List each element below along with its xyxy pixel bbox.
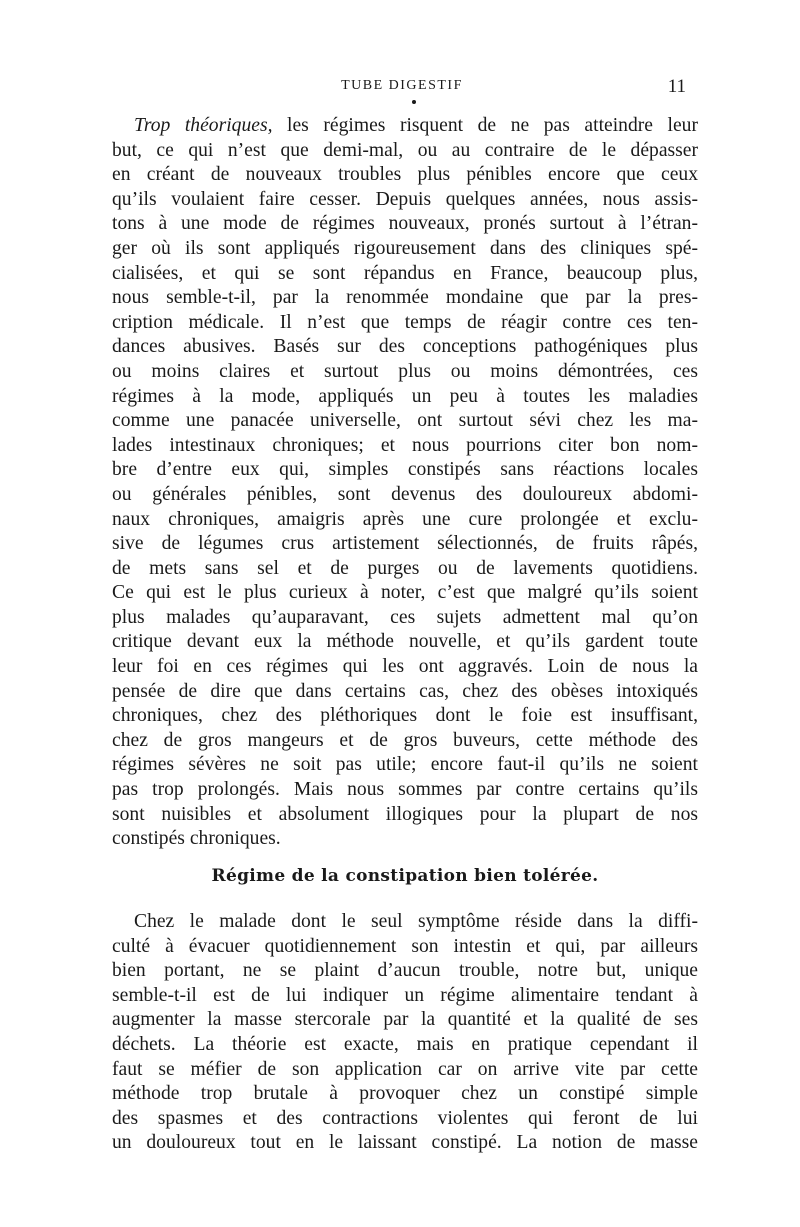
text-line: ger où ils sont appliqués rigoureusement dans des cliniques spé- — [112, 237, 698, 259]
text-line: dances abusives. Basés sur des conceptions pathogéniques plus — [112, 336, 698, 358]
text-line: plus malades qu’auparavant, ces sujets admettent mal qu’on — [112, 606, 698, 628]
text-line: but, ce qui n’est que demi-mal, ou au contraire de le dépasser — [112, 139, 698, 161]
text-line: bien portant, ne se plaint d’aucun trouble, notre but, unique — [112, 960, 698, 982]
text-line: cription médicale. Il n’est que temps de réagir contre ces ten- — [112, 311, 698, 333]
text-line: sive de légumes crus artistement sélectionnés, de fruits râpés, — [112, 533, 698, 555]
text-line: faut se méfier de son application car on arrive vite par cette — [112, 1058, 698, 1080]
text-line: critique devant eux la méthode nouvelle, et qu’ils gardent toute — [112, 631, 698, 653]
paragraph-2 — [112, 910, 698, 1156]
italic-lead: Trop théoriques, — [134, 115, 273, 136]
text-line: régimes à la mode, appliqués un peu à toutes les maladies — [112, 385, 698, 407]
text-line: de mets sans sel et de purges ou de lavements quotidiens. — [112, 557, 698, 579]
paragraph-1 — [112, 114, 698, 852]
text-line: semble-t-il est de lui indiquer un régime alimentaire tendant à — [112, 984, 698, 1006]
text-line — [112, 114, 698, 139]
printer-dot-mark — [412, 100, 416, 104]
text-line-rest: les régimes risquent de ne pas atteindre leur — [272, 115, 698, 136]
section-heading: Régime de la constipation bien tolérée. — [211, 866, 599, 886]
text-line: naux chroniques, amaigris après une cure prolongée et exclu- — [112, 508, 698, 530]
text-line: sont nuisibles et absolument illogiques pour la plupart de nos — [112, 803, 698, 825]
running-head — [112, 76, 692, 100]
text-line: en créant de nouveaux troubles plus pénibles encore que ceux — [112, 164, 698, 186]
text-line: chroniques, chez des pléthoriques dont le foie est insuffisant, — [112, 705, 698, 727]
text-line: régimes sévères ne soit pas utile; encore faut-il qu’ils ne soient — [112, 754, 698, 776]
running-title: TUBE DIGESTIF — [341, 78, 463, 93]
text-line: ou générales pénibles, sont devenus des douloureux abdomi- — [112, 483, 698, 505]
text-line: Ce qui est le plus curieux à noter, c’est que malgré qu’ils soient — [112, 582, 698, 604]
text-line: méthode trop brutale à provoquer chez un constipé simple — [112, 1083, 698, 1105]
text-line: pensée de dire que dans certains cas, chez des obèses intoxiqués — [112, 680, 698, 702]
text-line: qu’ils voulaient faire cesser. Depuis quelques années, nous assis- — [112, 188, 698, 210]
text-line: ou moins claires et surtout plus ou moins démontrées, ces — [112, 360, 698, 382]
text-line: déchets. La théorie est exacte, mais en pratique cependant il — [112, 1033, 698, 1055]
text-line: comme une panacée universelle, ont surtout sévi chez les ma- — [112, 410, 698, 432]
text-line: cialisées, et qui se sont répandus en France, beaucoup plus, — [112, 262, 698, 284]
text-line: nous semble-t-il, par la renommée mondaine que par la pres- — [112, 287, 698, 309]
text-line: leur foi en ces régimes qui les ont aggravés. Loin de nous la — [112, 656, 698, 678]
text-line: chez de gros mangeurs et de gros buveurs, cette méthode des — [112, 729, 698, 751]
text-line: un douloureux tout en le laissant constipé. La notion de masse — [112, 1132, 698, 1154]
text-line: Chez le malade dont le seul symptôme réside dans la diffi- — [134, 911, 698, 932]
text-line: pas trop prolongés. Mais nous sommes par contre certains qu’ils — [112, 779, 698, 801]
text-line: bre d’entre eux qui, simples constipés sans réactions locales — [112, 459, 698, 481]
text-line: des spasmes et des contractions violentes qui feront de lui — [112, 1107, 698, 1129]
page-number: 11 — [667, 76, 686, 97]
text-line: constipés chroniques. — [112, 828, 281, 850]
text-line: augmenter la masse stercorale par la quantité et la qualité de ses — [112, 1009, 698, 1031]
text-line: tons à une mode de régimes nouveaux, pronés surtout à l’étran- — [112, 213, 698, 235]
text-line: lades intestinaux chroniques; et nous pourrions citer bon nom- — [112, 434, 698, 456]
text-line: culté à évacuer quotidiennement son intestin et qui, par ailleurs — [112, 935, 698, 957]
